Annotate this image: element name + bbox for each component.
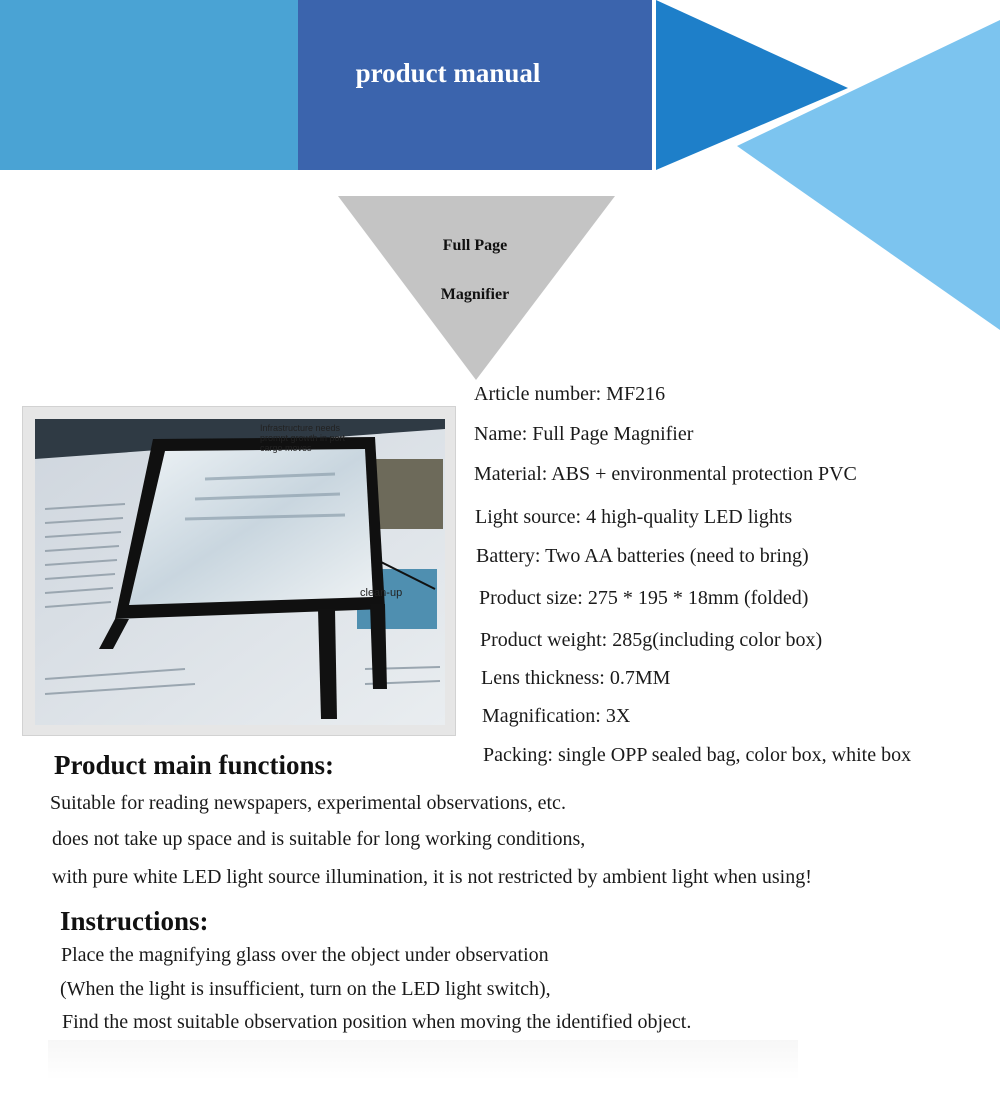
spec-packing: Packing: single OPP sealed bag, color box, white box [483, 744, 912, 766]
spec-lens-thickness: Lens thickness: 0.7MM [481, 667, 671, 689]
instructions-heading: Instructions: [60, 906, 209, 936]
bottom-fade [48, 1040, 798, 1080]
spec-product-size: Product size: 275 * 195 * 18mm (folded) [479, 587, 809, 609]
functions-heading: Product main functions: [54, 750, 335, 780]
spec-name: Name: Full Page Magnifier [474, 423, 694, 445]
spec-light-source: Light source: 4 high-quality LED lights [475, 506, 793, 528]
instructions-line-3: Find the most suitable observation position when moving the identified object. [62, 1011, 692, 1033]
product-photo-frame [22, 406, 456, 736]
functions-line-2: does not take up space and is suitable for long working conditions, [52, 828, 586, 850]
product-photo [35, 419, 445, 725]
functions-line-3: with pure white LED light source illumination, it is not restricted by ambient light when using! [52, 866, 812, 888]
banner-title: product manual [355, 58, 541, 88]
functions-line-1: Suitable for reading newspapers, experimental observations, etc. [50, 792, 566, 814]
decorative-triangles [0, 0, 1000, 380]
photo-caption: clean-up [360, 587, 403, 599]
instructions-line-1: Place the magnifying glass over the object under observation [61, 944, 549, 966]
spec-battery: Battery: Two AA batteries (need to bring) [476, 545, 809, 567]
spec-material: Material: ABS + environmental protection PVC [474, 463, 857, 485]
badge-line-2: Magnifier [440, 286, 510, 303]
spec-magnification: Magnification: 3X [482, 705, 631, 727]
badge-line-1: Full Page [442, 237, 508, 254]
spec-article-number: Article number: MF216 [474, 383, 666, 405]
photo-headline: Infrastructure needs prompt growth in port cargo moves [260, 423, 346, 453]
instructions-line-2: (When the light is insufficient, turn on the LED light switch), [60, 978, 551, 1000]
spec-product-weight: Product weight: 285g(including color box) [480, 629, 823, 651]
